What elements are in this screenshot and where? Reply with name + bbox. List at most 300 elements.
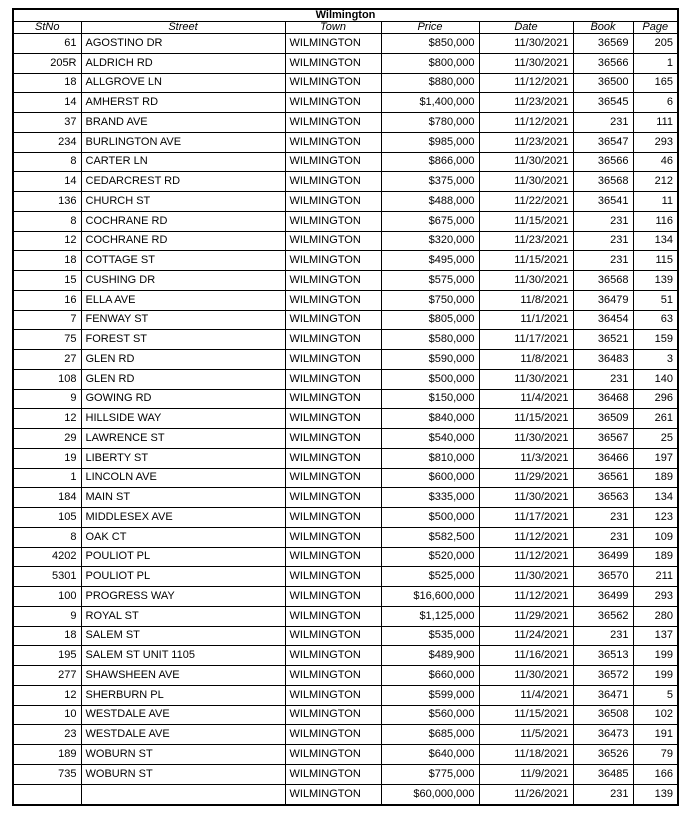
column-header-row: [13, 22, 678, 34]
cell-price: $1,125,000: [381, 606, 479, 626]
cell-date: 11/18/2021: [479, 745, 573, 765]
cell-street: POULIOT PL: [81, 567, 285, 587]
cell-price: $800,000: [381, 53, 479, 73]
cell-date: 11/15/2021: [479, 409, 573, 429]
cell-date: 11/30/2021: [479, 172, 573, 192]
cell-page: 6: [633, 93, 678, 113]
cell-date: 11/9/2021: [479, 764, 573, 784]
cell-book: 36483: [573, 350, 633, 370]
cell-stno: 105: [13, 508, 81, 528]
cell-stno: 735: [13, 764, 81, 784]
cell-price: $600,000: [381, 468, 479, 488]
cell-town: WILMINGTON: [285, 488, 381, 508]
cell-town: WILMINGTON: [285, 192, 381, 212]
cell-street: COCHRANE RD: [81, 231, 285, 251]
cell-date: 11/17/2021: [479, 508, 573, 528]
cell-date: 11/8/2021: [479, 290, 573, 310]
cell-book: 36509: [573, 409, 633, 429]
cell-street: COTTAGE ST: [81, 251, 285, 271]
cell-date: 11/16/2021: [479, 646, 573, 666]
cell-street: CUSHING DR: [81, 271, 285, 291]
cell-price: $675,000: [381, 211, 479, 231]
cell-book: 36563: [573, 488, 633, 508]
cell-page: 139: [633, 784, 678, 805]
cell-town: WILMINGTON: [285, 152, 381, 172]
cell-street: POULIOT PL: [81, 547, 285, 567]
cell-stno: 14: [13, 172, 81, 192]
cell-book: 36499: [573, 587, 633, 607]
cell-page: 197: [633, 448, 678, 468]
cell-street: ROYAL ST: [81, 606, 285, 626]
cell-price: $880,000: [381, 73, 479, 93]
cell-stno: 18: [13, 626, 81, 646]
cell-town: WILMINGTON: [285, 626, 381, 646]
cell-town: WILMINGTON: [285, 705, 381, 725]
cell-town: WILMINGTON: [285, 93, 381, 113]
cell-town: WILMINGTON: [285, 547, 381, 567]
table-row: [13, 132, 678, 152]
cell-town: WILMINGTON: [285, 429, 381, 449]
cell-page: 109: [633, 527, 678, 547]
cell-price: $582,500: [381, 527, 479, 547]
cell-stno: 12: [13, 409, 81, 429]
cell-price: $375,000: [381, 172, 479, 192]
cell-town: WILMINGTON: [285, 231, 381, 251]
table-row: [13, 389, 678, 409]
cell-date: 11/30/2021: [479, 53, 573, 73]
cell-street: ALDRICH RD: [81, 53, 285, 73]
cell-page: 134: [633, 488, 678, 508]
cell-price: $850,000: [381, 34, 479, 54]
cell-page: 159: [633, 330, 678, 350]
cell-date: 11/23/2021: [479, 132, 573, 152]
table-row: [13, 488, 678, 508]
cell-price: $985,000: [381, 132, 479, 152]
table-row: [13, 172, 678, 192]
cell-price: $599,000: [381, 685, 479, 705]
cell-stno: 189: [13, 745, 81, 765]
cell-stno: 10: [13, 705, 81, 725]
cell-town: WILMINGTON: [285, 685, 381, 705]
cell-page: 139: [633, 271, 678, 291]
cell-page: 205: [633, 34, 678, 54]
cell-book: 231: [573, 211, 633, 231]
cell-page: 111: [633, 113, 678, 133]
cell-page: 199: [633, 646, 678, 666]
cell-page: 123: [633, 508, 678, 528]
cell-stno: 12: [13, 685, 81, 705]
cell-town: WILMINGTON: [285, 290, 381, 310]
table-row: [13, 784, 678, 805]
cell-street: MAIN ST: [81, 488, 285, 508]
cell-stno: 108: [13, 369, 81, 389]
cell-street: AMHERST RD: [81, 93, 285, 113]
cell-town: WILMINGTON: [285, 745, 381, 765]
cell-price: $660,000: [381, 666, 479, 686]
cell-book: 231: [573, 508, 633, 528]
cell-street: OAK CT: [81, 527, 285, 547]
cell-page: 165: [633, 73, 678, 93]
cell-town: WILMINGTON: [285, 409, 381, 429]
cell-book: 36568: [573, 271, 633, 291]
cell-street: SHAWSHEEN AVE: [81, 666, 285, 686]
cell-date: 11/30/2021: [479, 429, 573, 449]
cell-book: 36526: [573, 745, 633, 765]
cell-town: WILMINGTON: [285, 330, 381, 350]
cell-page: 212: [633, 172, 678, 192]
cell-stno: 29: [13, 429, 81, 449]
cell-book: 36572: [573, 666, 633, 686]
cell-stno: 184: [13, 488, 81, 508]
table-row: [13, 508, 678, 528]
cell-book: 36567: [573, 429, 633, 449]
cell-date: 11/24/2021: [479, 626, 573, 646]
column-header-price: Price: [381, 22, 479, 34]
table-row: [13, 448, 678, 468]
cell-stno: 8: [13, 527, 81, 547]
cell-page: 79: [633, 745, 678, 765]
cell-town: WILMINGTON: [285, 764, 381, 784]
cell-page: 115: [633, 251, 678, 271]
table-row: [13, 73, 678, 93]
cell-book: 231: [573, 626, 633, 646]
cell-stno: 27: [13, 350, 81, 370]
cell-stno: 14: [13, 93, 81, 113]
cell-stno: 37: [13, 113, 81, 133]
cell-stno: 9: [13, 606, 81, 626]
cell-date: 11/30/2021: [479, 488, 573, 508]
cell-date: 11/15/2021: [479, 705, 573, 725]
cell-stno: 205R: [13, 53, 81, 73]
cell-stno: 19: [13, 448, 81, 468]
cell-street: SHERBURN PL: [81, 685, 285, 705]
cell-town: WILMINGTON: [285, 508, 381, 528]
cell-date: 11/29/2021: [479, 606, 573, 626]
cell-date: 11/12/2021: [479, 547, 573, 567]
cell-book: 36566: [573, 53, 633, 73]
column-header-date: Date: [479, 22, 573, 34]
table-row: [13, 606, 678, 626]
cell-town: WILMINGTON: [285, 172, 381, 192]
cell-page: 116: [633, 211, 678, 231]
cell-date: 11/1/2021: [479, 310, 573, 330]
cell-page: 261: [633, 409, 678, 429]
cell-stno: 23: [13, 725, 81, 745]
cell-price: $685,000: [381, 725, 479, 745]
cell-town: WILMINGTON: [285, 251, 381, 271]
cell-street: SALEM ST UNIT 1105: [81, 646, 285, 666]
table-row: [13, 409, 678, 429]
cell-date: 11/12/2021: [479, 587, 573, 607]
cell-book: 36547: [573, 132, 633, 152]
column-header-stno: StNo: [13, 22, 81, 34]
cell-date: 11/12/2021: [479, 527, 573, 547]
cell-street: ELLA AVE: [81, 290, 285, 310]
cell-date: 11/12/2021: [479, 73, 573, 93]
cell-town: WILMINGTON: [285, 784, 381, 805]
cell-street: WOBURN ST: [81, 764, 285, 784]
cell-date: 11/30/2021: [479, 152, 573, 172]
cell-date: 11/30/2021: [479, 666, 573, 686]
cell-book: 231: [573, 784, 633, 805]
cell-date: 11/5/2021: [479, 725, 573, 745]
cell-book: 36500: [573, 73, 633, 93]
cell-town: WILMINGTON: [285, 666, 381, 686]
cell-stno: 5301: [13, 567, 81, 587]
cell-price: $60,000,000: [381, 784, 479, 805]
cell-town: WILMINGTON: [285, 606, 381, 626]
column-header-book: Book: [573, 22, 633, 34]
cell-street: LIBERTY ST: [81, 448, 285, 468]
table-row: [13, 113, 678, 133]
table-row: [13, 330, 678, 350]
title-row: [13, 9, 678, 22]
table-row: [13, 211, 678, 231]
cell-book: 36521: [573, 330, 633, 350]
table-row: [13, 192, 678, 212]
table-row: [13, 53, 678, 73]
cell-stno: 136: [13, 192, 81, 212]
cell-book: 36541: [573, 192, 633, 212]
table-body: [13, 34, 678, 806]
cell-price: $840,000: [381, 409, 479, 429]
table-row: [13, 666, 678, 686]
cell-page: 63: [633, 310, 678, 330]
cell-stno: 8: [13, 152, 81, 172]
column-header-street: Street: [81, 22, 285, 34]
cell-town: WILMINGTON: [285, 369, 381, 389]
cell-price: $535,000: [381, 626, 479, 646]
cell-page: 211: [633, 567, 678, 587]
cell-stno: 18: [13, 73, 81, 93]
cell-price: $540,000: [381, 429, 479, 449]
cell-stno: 1: [13, 468, 81, 488]
cell-price: $580,000: [381, 330, 479, 350]
cell-town: WILMINGTON: [285, 271, 381, 291]
cell-date: 11/4/2021: [479, 685, 573, 705]
cell-town: WILMINGTON: [285, 34, 381, 54]
cell-date: 11/23/2021: [479, 93, 573, 113]
cell-page: 189: [633, 547, 678, 567]
cell-street: BRAND AVE: [81, 113, 285, 133]
cell-page: 51: [633, 290, 678, 310]
cell-street: SALEM ST: [81, 626, 285, 646]
cell-date: 11/15/2021: [479, 251, 573, 271]
cell-date: 11/30/2021: [479, 34, 573, 54]
cell-town: WILMINGTON: [285, 310, 381, 330]
cell-town: WILMINGTON: [285, 527, 381, 547]
cell-price: $640,000: [381, 745, 479, 765]
cell-town: WILMINGTON: [285, 132, 381, 152]
table-row: [13, 547, 678, 567]
cell-town: WILMINGTON: [285, 211, 381, 231]
table-row: [13, 231, 678, 251]
cell-town: WILMINGTON: [285, 113, 381, 133]
cell-price: $810,000: [381, 448, 479, 468]
table-row: [13, 93, 678, 113]
table-row: [13, 310, 678, 330]
cell-page: 137: [633, 626, 678, 646]
cell-price: $866,000: [381, 152, 479, 172]
cell-stno: 7: [13, 310, 81, 330]
cell-street: WESTDALE AVE: [81, 705, 285, 725]
cell-book: 36479: [573, 290, 633, 310]
cell-page: 134: [633, 231, 678, 251]
table-row: [13, 764, 678, 784]
cell-date: 11/23/2021: [479, 231, 573, 251]
cell-street: GLEN RD: [81, 350, 285, 370]
cell-town: WILMINGTON: [285, 389, 381, 409]
cell-price: $525,000: [381, 567, 479, 587]
cell-street: GLEN RD: [81, 369, 285, 389]
cell-page: 5: [633, 685, 678, 705]
cell-street: BURLINGTON AVE: [81, 132, 285, 152]
cell-street: MIDDLESEX AVE: [81, 508, 285, 528]
cell-town: WILMINGTON: [285, 350, 381, 370]
cell-book: 36570: [573, 567, 633, 587]
cell-date: 11/22/2021: [479, 192, 573, 212]
cell-page: 296: [633, 389, 678, 409]
cell-page: 199: [633, 666, 678, 686]
cell-book: 231: [573, 251, 633, 271]
cell-page: 102: [633, 705, 678, 725]
table-row: [13, 468, 678, 488]
table-row: [13, 369, 678, 389]
cell-book: 36454: [573, 310, 633, 330]
cell-stno: 8: [13, 211, 81, 231]
table-row: [13, 567, 678, 587]
cell-book: 36499: [573, 547, 633, 567]
cell-date: 11/12/2021: [479, 113, 573, 133]
cell-street: ALLGROVE LN: [81, 73, 285, 93]
cell-street: COCHRANE RD: [81, 211, 285, 231]
cell-page: 280: [633, 606, 678, 626]
cell-book: 36485: [573, 764, 633, 784]
cell-town: WILMINGTON: [285, 73, 381, 93]
cell-price: $488,000: [381, 192, 479, 212]
table-row: [13, 725, 678, 745]
cell-date: 11/29/2021: [479, 468, 573, 488]
cell-page: 293: [633, 587, 678, 607]
cell-price: $805,000: [381, 310, 479, 330]
table-row: [13, 290, 678, 310]
table-row: [13, 34, 678, 54]
cell-town: WILMINGTON: [285, 448, 381, 468]
cell-street: GOWING RD: [81, 389, 285, 409]
cell-page: 189: [633, 468, 678, 488]
table-row: [13, 626, 678, 646]
cell-date: 11/8/2021: [479, 350, 573, 370]
cell-street: FOREST ST: [81, 330, 285, 350]
cell-book: 36468: [573, 389, 633, 409]
cell-street: [81, 784, 285, 805]
sales-table: [12, 8, 679, 806]
cell-page: 46: [633, 152, 678, 172]
cell-price: $335,000: [381, 488, 479, 508]
cell-stno: [13, 784, 81, 805]
cell-town: WILMINGTON: [285, 587, 381, 607]
cell-street: HILLSIDE WAY: [81, 409, 285, 429]
table-row: [13, 251, 678, 271]
cell-price: $575,000: [381, 271, 479, 291]
cell-town: WILMINGTON: [285, 567, 381, 587]
cell-book: 36569: [573, 34, 633, 54]
cell-book: 36545: [573, 93, 633, 113]
cell-price: $780,000: [381, 113, 479, 133]
cell-page: 191: [633, 725, 678, 745]
cell-stno: 61: [13, 34, 81, 54]
cell-price: $775,000: [381, 764, 479, 784]
cell-street: WESTDALE AVE: [81, 725, 285, 745]
cell-page: 25: [633, 429, 678, 449]
cell-price: $520,000: [381, 547, 479, 567]
table-row: [13, 685, 678, 705]
cell-date: 11/4/2021: [479, 389, 573, 409]
cell-town: WILMINGTON: [285, 646, 381, 666]
column-header-page: Page: [633, 22, 678, 34]
cell-stno: 12: [13, 231, 81, 251]
cell-street: CARTER LN: [81, 152, 285, 172]
cell-stno: 234: [13, 132, 81, 152]
cell-book: 231: [573, 113, 633, 133]
cell-street: WOBURN ST: [81, 745, 285, 765]
cell-date: 11/30/2021: [479, 567, 573, 587]
cell-date: 11/30/2021: [479, 271, 573, 291]
cell-price: $590,000: [381, 350, 479, 370]
cell-book: 36466: [573, 448, 633, 468]
cell-price: $500,000: [381, 369, 479, 389]
cell-stno: 100: [13, 587, 81, 607]
cell-book: 36473: [573, 725, 633, 745]
cell-price: $320,000: [381, 231, 479, 251]
cell-street: LAWRENCE ST: [81, 429, 285, 449]
table-row: [13, 587, 678, 607]
cell-street: FENWAY ST: [81, 310, 285, 330]
cell-book: 231: [573, 231, 633, 251]
cell-stno: 277: [13, 666, 81, 686]
table-row: [13, 745, 678, 765]
table-row: [13, 646, 678, 666]
cell-book: 231: [573, 527, 633, 547]
cell-page: 11: [633, 192, 678, 212]
cell-book: 36562: [573, 606, 633, 626]
cell-stno: 75: [13, 330, 81, 350]
cell-page: 1: [633, 53, 678, 73]
cell-price: $489,900: [381, 646, 479, 666]
cell-page: 293: [633, 132, 678, 152]
cell-page: 3: [633, 350, 678, 370]
cell-book: 231: [573, 369, 633, 389]
cell-price: $16,600,000: [381, 587, 479, 607]
table-row: [13, 429, 678, 449]
cell-date: 11/3/2021: [479, 448, 573, 468]
cell-stno: 4202: [13, 547, 81, 567]
cell-book: 36568: [573, 172, 633, 192]
cell-price: $495,000: [381, 251, 479, 271]
cell-date: 11/30/2021: [479, 369, 573, 389]
cell-street: CEDARCREST RD: [81, 172, 285, 192]
cell-stno: 15: [13, 271, 81, 291]
cell-street: AGOSTINO DR: [81, 34, 285, 54]
cell-page: 166: [633, 764, 678, 784]
table-row: [13, 271, 678, 291]
cell-price: $1,400,000: [381, 93, 479, 113]
cell-stno: 18: [13, 251, 81, 271]
cell-price: $150,000: [381, 389, 479, 409]
cell-stno: 9: [13, 389, 81, 409]
cell-date: 11/17/2021: [479, 330, 573, 350]
table-row: [13, 152, 678, 172]
